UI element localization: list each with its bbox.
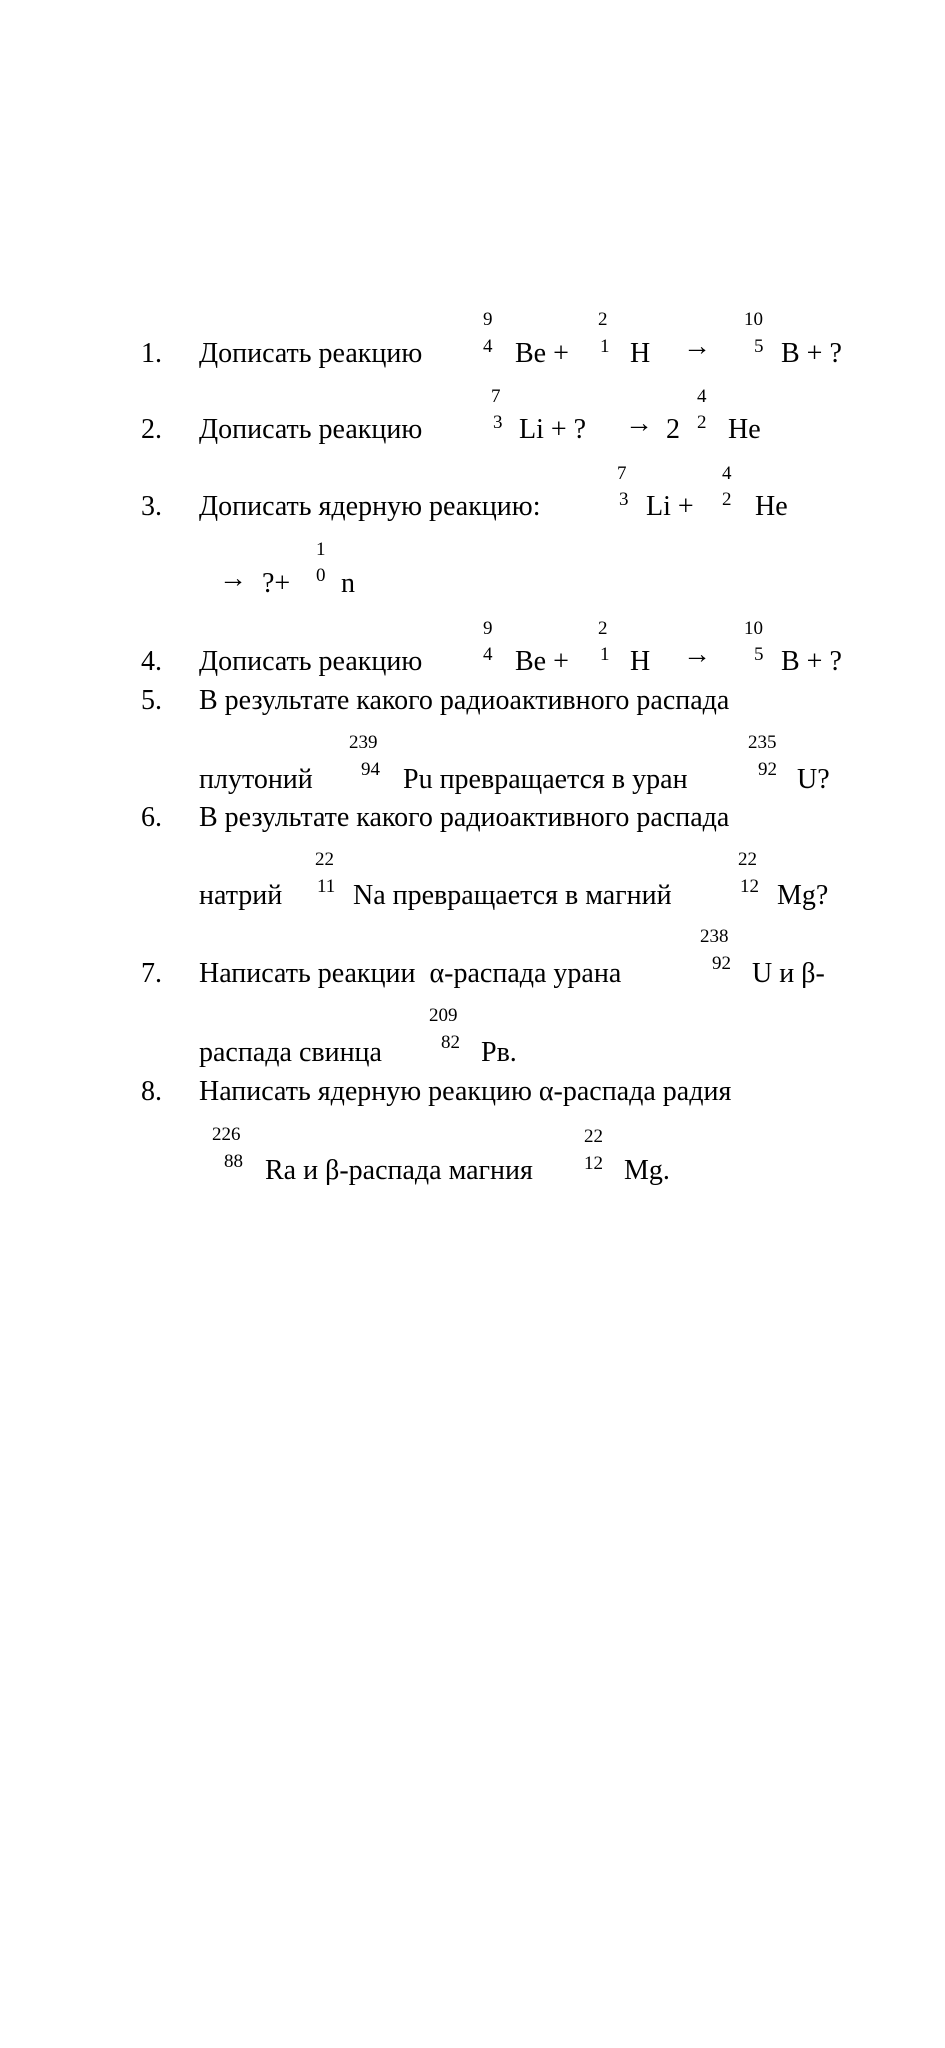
reaction-arrow: →: [625, 408, 653, 439]
mass-number: 9: [483, 618, 493, 639]
formula-text: распада свинца: [199, 1037, 382, 1068]
formula-text: плутоний: [199, 764, 313, 795]
formula-text: Be +: [515, 646, 569, 677]
task-text: В результате какого радиоактивного распада: [199, 685, 730, 716]
item-number: 6.: [141, 802, 162, 833]
reaction-arrow: →: [683, 331, 711, 362]
charge-number: 92: [712, 953, 731, 974]
charge-number: 3: [619, 489, 629, 510]
charge-number: 82: [441, 1032, 460, 1053]
charge-number: 2: [697, 412, 707, 433]
mass-number: 22: [584, 1126, 603, 1147]
coefficient: 2: [666, 414, 680, 445]
mass-number: 4: [697, 386, 707, 407]
item-number: 2.: [141, 414, 162, 445]
mass-number: 209: [429, 1005, 458, 1026]
task-text: Написать реакции α-распада урана: [199, 958, 622, 989]
formula-text: Li + ?: [519, 414, 587, 445]
mass-number: 235: [748, 732, 777, 753]
formula-text: Pu превращается в уран: [403, 764, 688, 795]
reaction-arrow: →: [683, 639, 711, 670]
formula-text: B + ?: [781, 338, 842, 369]
formula-text: Na превращается в магний: [353, 880, 672, 911]
formula-text: H: [630, 338, 651, 369]
charge-number: 5: [754, 336, 764, 357]
item-number: 1.: [141, 338, 162, 369]
charge-number: 92: [758, 759, 777, 780]
formula-text: He: [728, 414, 761, 445]
formula-text: U и β-: [752, 958, 825, 989]
mass-number: 10: [744, 618, 763, 639]
charge-number: 1: [600, 336, 610, 357]
charge-number: 4: [483, 644, 493, 665]
charge-number: 12: [584, 1153, 603, 1174]
reaction-arrow: →: [219, 563, 247, 594]
mass-number: 7: [491, 386, 501, 407]
mass-number: 239: [349, 732, 378, 753]
task-text: Дописать реакцию: [199, 338, 423, 369]
formula-text: U?: [797, 764, 830, 795]
item-number: 4.: [141, 646, 162, 677]
charge-number: 5: [754, 644, 764, 665]
item-number: 8.: [141, 1076, 162, 1107]
formula-text: Li +: [646, 491, 694, 522]
charge-number: 3: [493, 412, 503, 433]
charge-number: 1: [600, 644, 610, 665]
mass-number: 22: [738, 849, 757, 870]
mass-number: 7: [617, 463, 627, 484]
mass-number: 226: [212, 1124, 241, 1145]
mass-number: 1: [316, 539, 326, 560]
formula-text: Ra и β-распада магния: [265, 1155, 533, 1186]
task-text: Дописать реакцию: [199, 646, 423, 677]
charge-number: 94: [361, 759, 380, 780]
formula-text: ?+: [262, 568, 291, 599]
task-text: Дописать реакцию: [199, 414, 423, 445]
mass-number: 10: [744, 309, 763, 330]
task-text: Написать ядерную реакцию α-распада радия: [199, 1076, 732, 1107]
mass-number: 22: [315, 849, 334, 870]
formula-text: Be +: [515, 338, 569, 369]
item-number: 7.: [141, 958, 162, 989]
task-text: Дописать ядерную реакцию:: [199, 491, 541, 522]
mass-number: 2: [598, 618, 608, 639]
formula-text: Mg.: [624, 1155, 670, 1186]
formula-text: B + ?: [781, 646, 842, 677]
formula-text: натрий: [199, 880, 283, 911]
formula-text: He: [755, 491, 788, 522]
charge-number: 2: [722, 489, 732, 510]
mass-number: 2: [598, 309, 608, 330]
mass-number: 238: [700, 926, 729, 947]
formula-text: Рв.: [481, 1037, 517, 1068]
charge-number: 88: [224, 1151, 243, 1172]
task-text: В результате какого радиоактивного распада: [199, 802, 730, 833]
item-number: 5.: [141, 685, 162, 716]
mass-number: 4: [722, 463, 732, 484]
formula-text: H: [630, 646, 651, 677]
formula-text: n: [341, 568, 355, 599]
item-number: 3.: [141, 491, 162, 522]
formula-text: Mg?: [777, 880, 829, 911]
charge-number: 12: [740, 876, 759, 897]
charge-number: 4: [483, 336, 493, 357]
charge-number: 11: [317, 876, 336, 897]
charge-number: 0: [316, 565, 326, 586]
mass-number: 9: [483, 309, 493, 330]
